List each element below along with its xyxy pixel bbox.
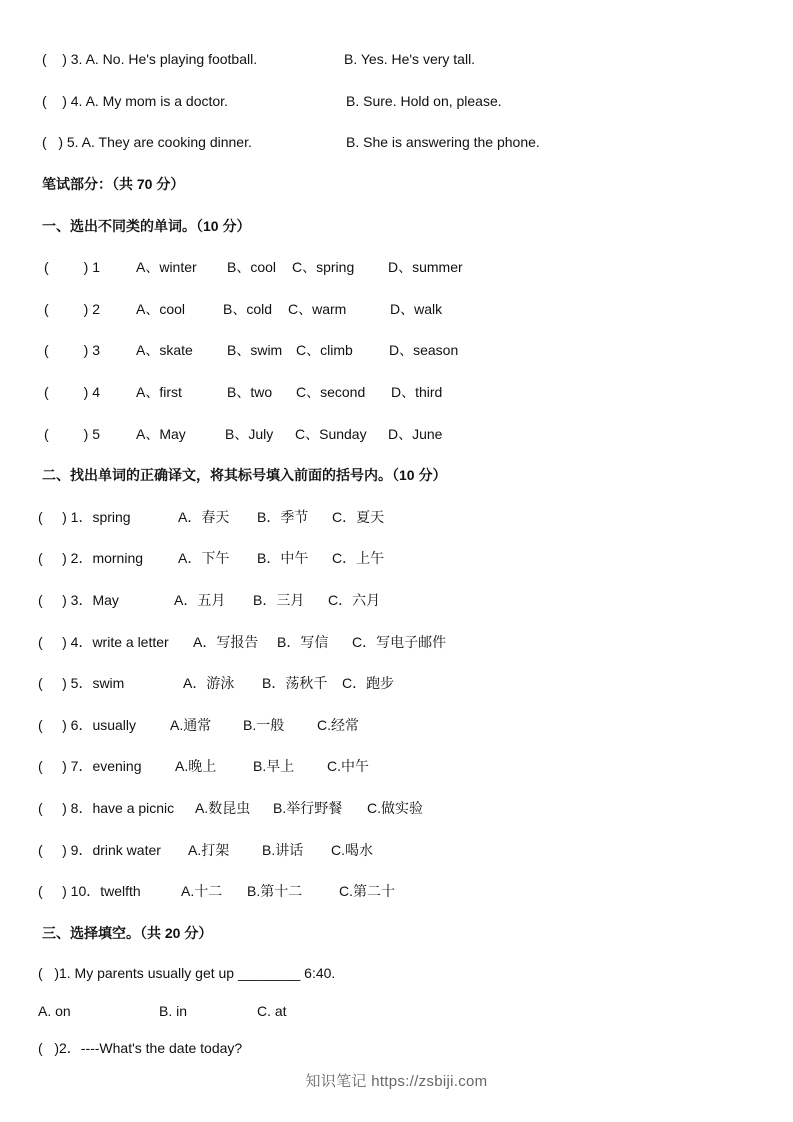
section3-question-2: ( )2．----What's the date today? bbox=[38, 1040, 243, 1056]
option-c: C.做实验 bbox=[367, 800, 423, 816]
question: ( ) 9．drink water bbox=[38, 842, 161, 858]
option-a: A、May bbox=[136, 426, 186, 442]
option-c: C.喝水 bbox=[331, 842, 373, 858]
section1-title: 一、选出不同类的单词。（10 分） bbox=[42, 218, 251, 234]
question: ( ) 1．spring bbox=[38, 509, 131, 525]
option-b: B．中午 bbox=[257, 550, 309, 566]
option-a: A．下午 bbox=[178, 550, 230, 566]
option-a: A、cool bbox=[136, 301, 186, 317]
option-a: A、skate bbox=[136, 342, 193, 358]
written-section-header: 笔试部分：（共 70 分） bbox=[42, 176, 185, 192]
option-c: C．夏天 bbox=[332, 509, 385, 525]
option-c: C.经常 bbox=[317, 717, 359, 733]
listening-item-5-b: B. She is answering the phone. bbox=[346, 134, 540, 150]
section3-title: 三、选择填空。（共 20 分） bbox=[42, 925, 213, 941]
option-a: A、first bbox=[136, 384, 182, 400]
option-c: C、Sunday bbox=[295, 426, 367, 442]
item-number: ( ) 2 bbox=[44, 301, 101, 317]
footer-watermark: 知识笔记 https://zsbiji.com bbox=[305, 1073, 488, 1090]
listening-item-5-a: ( ) 5. A. They are cooking dinner. bbox=[42, 134, 252, 150]
option-b: B．三月 bbox=[253, 592, 305, 608]
option-a: A．写报告 bbox=[193, 634, 259, 650]
option-a: A.晚上 bbox=[175, 758, 217, 774]
item-number: ( ) 4 bbox=[44, 384, 101, 400]
option-c: C. at bbox=[257, 1003, 287, 1019]
listening-item-3-b: B. Yes. He's very tall. bbox=[344, 51, 476, 67]
option-b: B.举行野餐 bbox=[273, 800, 343, 816]
option-a: A.数昆虫 bbox=[195, 800, 251, 816]
option-d: D、third bbox=[391, 384, 443, 400]
option-a: A.十二 bbox=[181, 883, 223, 899]
question: ( ) 3．May bbox=[38, 592, 119, 608]
question: ( ) 5．swim bbox=[38, 675, 125, 691]
option-b: B. in bbox=[159, 1003, 188, 1019]
item-number: ( ) 1 bbox=[44, 259, 101, 275]
option-a: A.通常 bbox=[170, 717, 212, 733]
question: ( ) 2．morning bbox=[38, 550, 144, 566]
option-c: C．六月 bbox=[328, 592, 381, 608]
option-d: D、walk bbox=[390, 301, 443, 317]
option-d: D、summer bbox=[388, 259, 463, 275]
listening-item-3-a: ( ) 3. A. No. He's playing football. bbox=[42, 51, 258, 67]
option-b: B．荡秋千 bbox=[262, 675, 328, 691]
question: ( ) 6．usually bbox=[38, 717, 137, 733]
option-b: B.早上 bbox=[253, 758, 295, 774]
option-c: C、spring bbox=[292, 259, 355, 275]
listening-item-4-b: B. Sure. Hold on, please. bbox=[346, 93, 502, 109]
option-c: C．上午 bbox=[332, 550, 385, 566]
option-c: C．跑步 bbox=[342, 675, 395, 691]
option-b: B、July bbox=[225, 426, 274, 442]
option-a: A、winter bbox=[136, 259, 197, 275]
question: ( ) 7．evening bbox=[38, 758, 142, 774]
listening-item-4-a: ( ) 4. A. My mom is a doctor. bbox=[42, 93, 228, 109]
option-a: A．春天 bbox=[178, 509, 230, 525]
option-b: B、cold bbox=[223, 301, 273, 317]
option-b: B.一般 bbox=[243, 717, 285, 733]
option-c: C．写电子邮件 bbox=[352, 634, 447, 650]
option-c: C.第二十 bbox=[339, 883, 395, 899]
option-a: A. on bbox=[38, 1003, 71, 1019]
option-c: C、climb bbox=[296, 342, 353, 358]
question: ( ) 10．twelfth bbox=[38, 883, 141, 899]
option-b: B.第十二 bbox=[247, 883, 303, 899]
option-c: C、warm bbox=[288, 301, 347, 317]
option-b: B．季节 bbox=[257, 509, 309, 525]
question: ( ) 8．have a picnic bbox=[38, 800, 175, 816]
item-number: ( ) 5 bbox=[44, 426, 101, 442]
option-c: C、second bbox=[296, 384, 366, 400]
option-b: B．写信 bbox=[277, 634, 329, 650]
option-a: A．五月 bbox=[174, 592, 226, 608]
option-b: B、two bbox=[227, 384, 273, 400]
option-d: D、June bbox=[388, 426, 443, 442]
option-a: A.打架 bbox=[188, 842, 230, 858]
option-c: C.中午 bbox=[327, 758, 369, 774]
option-a: A．游泳 bbox=[183, 675, 235, 691]
section2-title: 二、找出单词的正确译文，将其标号填入前面的括号内。（10 分） bbox=[42, 467, 447, 483]
question: ( ) 4．write a letter bbox=[38, 634, 169, 650]
section3-question-1: ( )1. My parents usually get up ________ 6:40. bbox=[38, 965, 336, 981]
option-b: B.讲话 bbox=[262, 842, 304, 858]
option-d: D、season bbox=[389, 342, 459, 358]
option-b: B、swim bbox=[227, 342, 283, 358]
item-number: ( ) 3 bbox=[44, 342, 101, 358]
option-b: B、cool bbox=[227, 259, 277, 275]
